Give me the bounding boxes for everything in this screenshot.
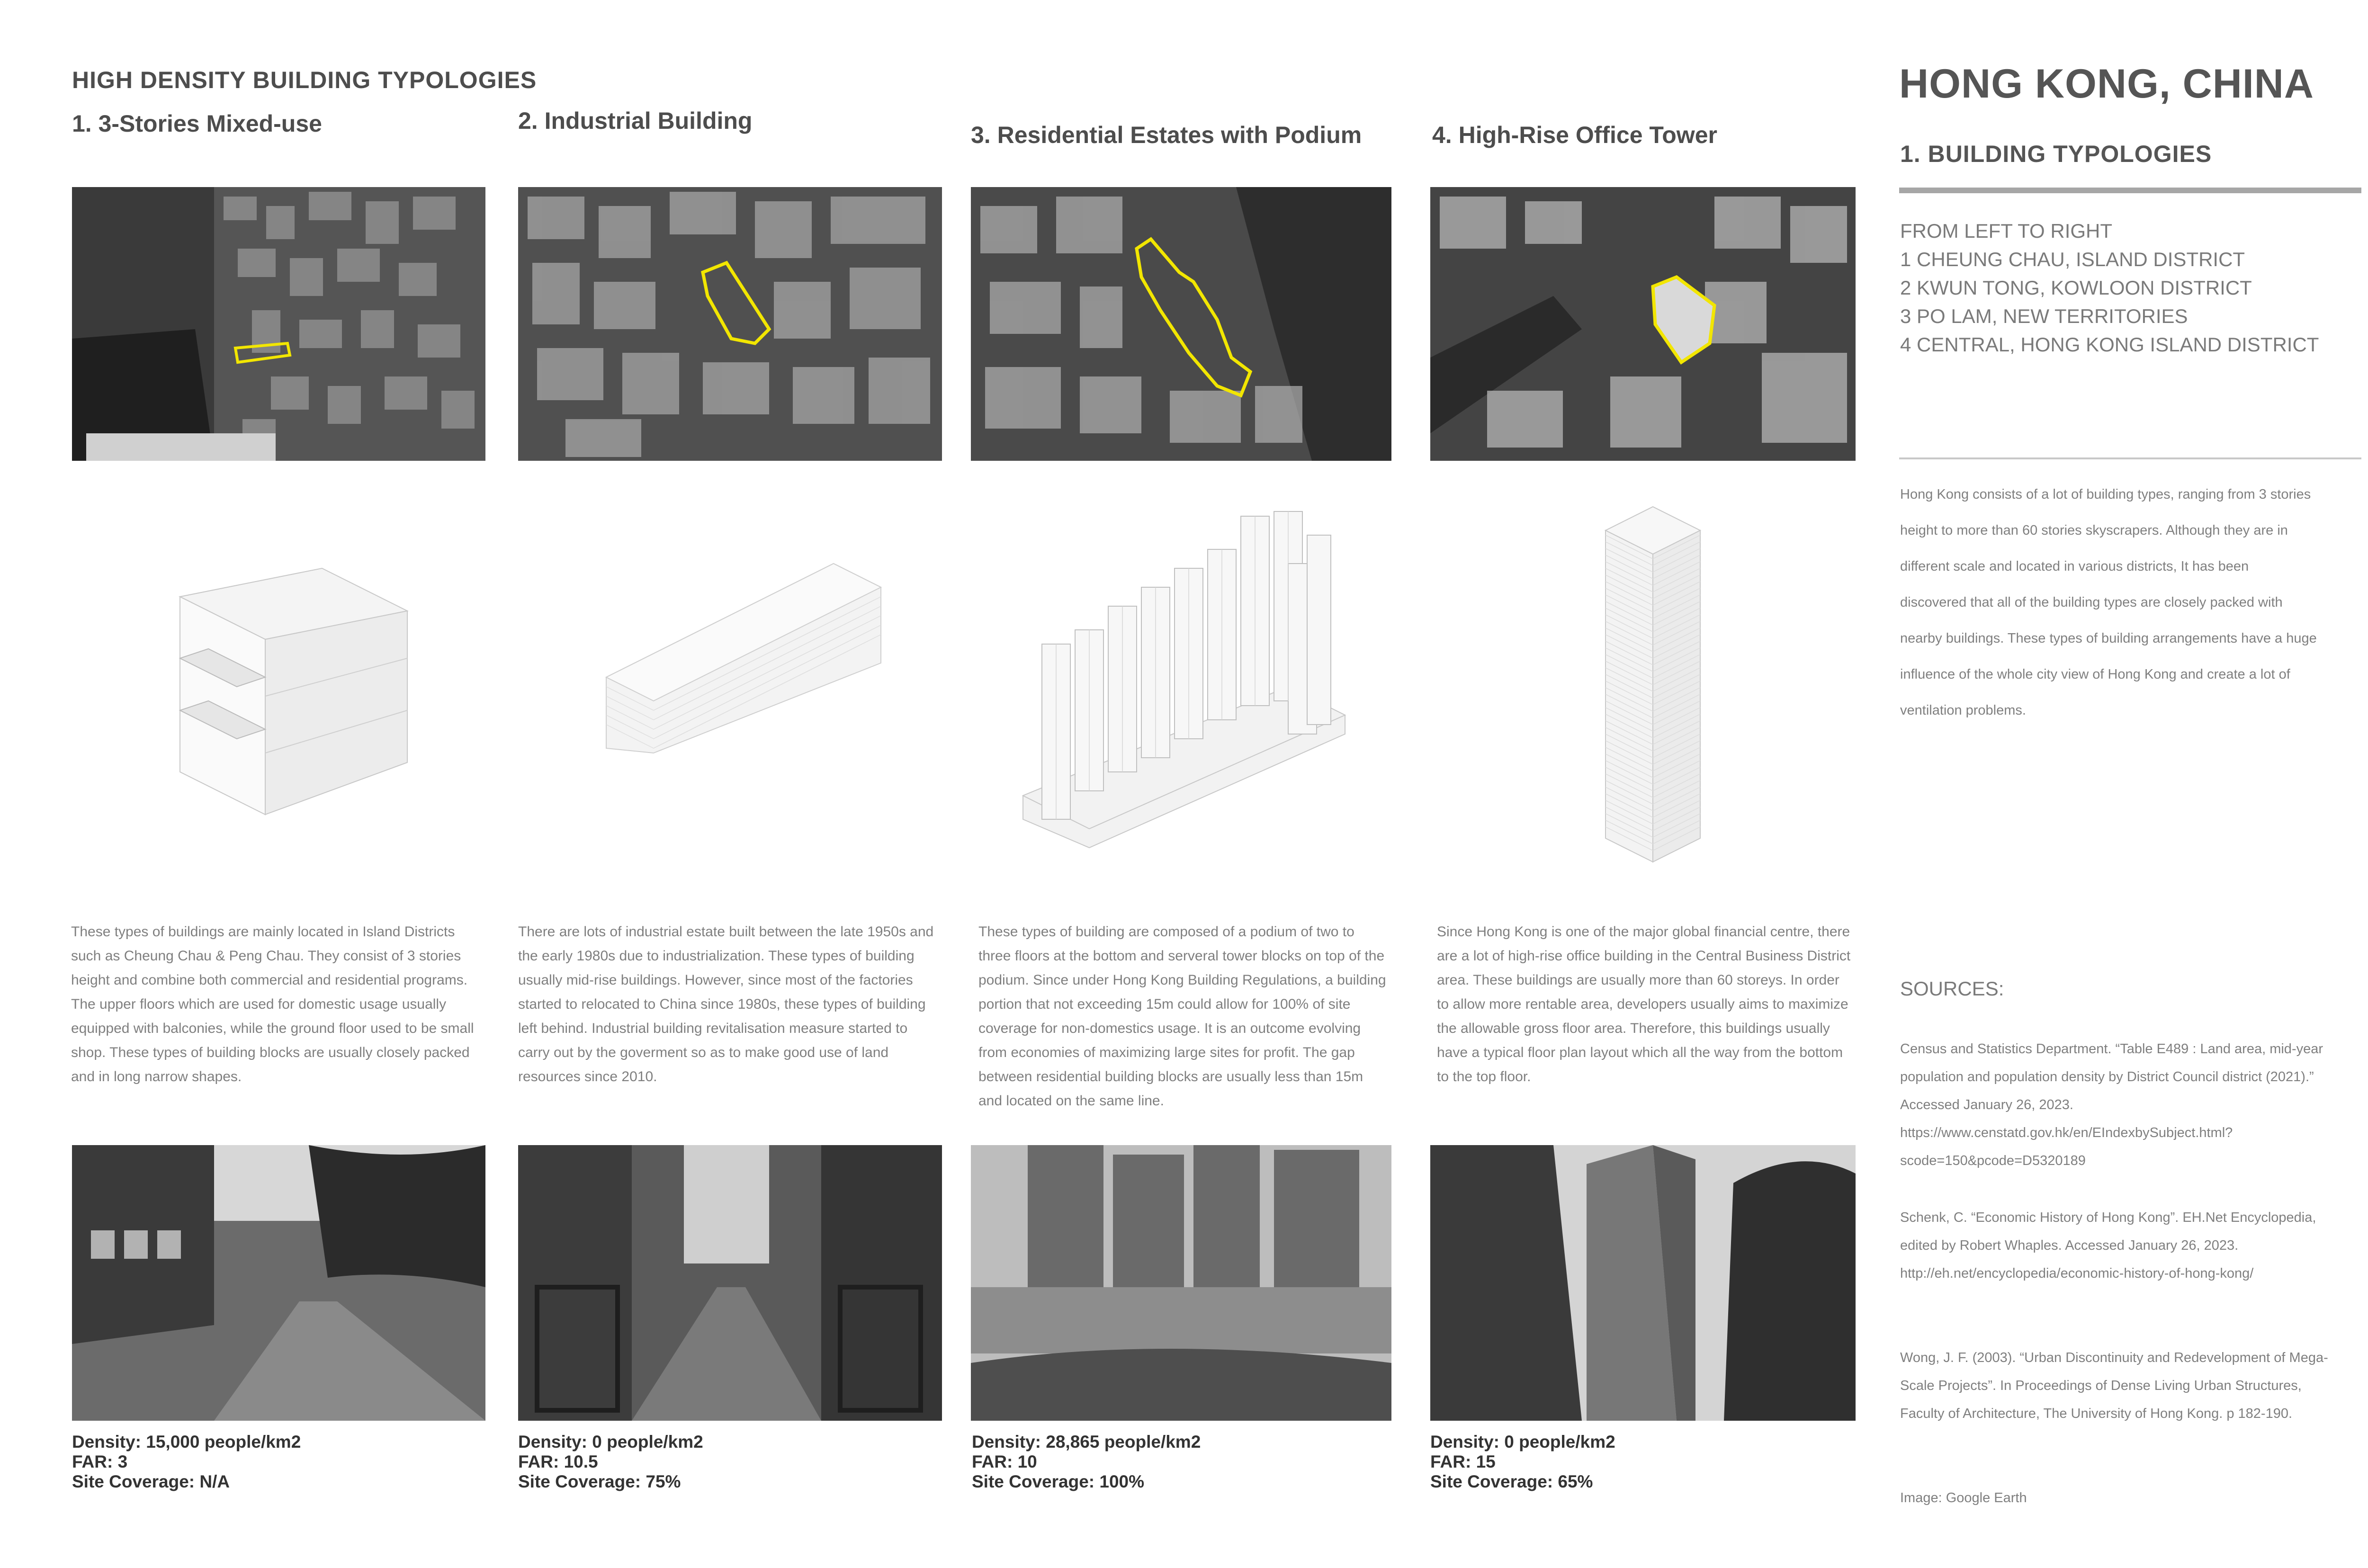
location-item: 4 CENTRAL, HONG KONG ISLAND DISTRICT bbox=[1900, 333, 2319, 356]
typology-1-stats bbox=[72, 1432, 301, 1492]
source-citation: Schenk, C. “Economic History of Hong Kong”. EH.Net Encyclopedia, edited by Robert Whaples. Accessed January 26, 2023. http://eh.net/encyclopedia/economic-history-of-hong-kong/ bbox=[1900, 1210, 2316, 1281]
page-title: HIGH DENSITY BUILDING TYPOLOGIES bbox=[72, 67, 537, 93]
street-photo-cheung-chau bbox=[72, 1145, 485, 1421]
axonometric-mixed-use bbox=[175, 568, 412, 824]
typology-3-stats bbox=[972, 1432, 1201, 1492]
site-coverage-value: Site Coverage: N/A bbox=[72, 1472, 230, 1491]
density-value: Density: 0 people/km2 bbox=[1430, 1432, 1615, 1452]
site-coverage-value: Site Coverage: 75% bbox=[518, 1472, 681, 1491]
axonometric-industrial bbox=[606, 564, 881, 753]
far-value: FAR: 3 bbox=[72, 1452, 128, 1471]
sidebar-title: HONG KONG, CHINA bbox=[1899, 61, 2314, 107]
aerial-photo-kwun-tong bbox=[518, 187, 942, 461]
location-item: 1 CHEUNG CHAU, ISLAND DISTRICT bbox=[1900, 248, 2245, 270]
density-value: Density: 15,000 people/km2 bbox=[72, 1432, 301, 1452]
typology-2-title: 2. Industrial Building bbox=[518, 108, 753, 134]
far-value: FAR: 10.5 bbox=[518, 1452, 598, 1471]
far-value: FAR: 10 bbox=[972, 1452, 1037, 1471]
typology-2-description: There are lots of industrial estate built between the late 1950s and the early 1980s due to industrialization. These types of building usually mid-rise buildings. However, since most of the factories started to relocated to China since 1980s, these types of building left behind. Industrial building revitalisation measure started to carry out by the goverment so as to make good use of land resources since 2010. bbox=[518, 924, 934, 1084]
typology-4-description: Since Hong Kong is one of the major global financial centre, there are a lot of high-rise office building in the Central Business District area. These buildings are usually more than 60 storeys. In order to allow more rentable area, developers usually aims to maximize the allowable gross floor area. Therefore, this buildings usually have a typical floor plan layout which all the way from the bottom to the top floor. bbox=[1437, 924, 1851, 1084]
sources-heading: SOURCES: bbox=[1900, 977, 2004, 1000]
location-item: 2 KWUN TONG, KOWLOON DISTRICT bbox=[1900, 277, 2252, 299]
density-value: Density: 0 people/km2 bbox=[518, 1432, 703, 1452]
axonometric-office-tower bbox=[1601, 507, 1705, 862]
location-list bbox=[1900, 217, 2319, 359]
far-value: FAR: 15 bbox=[1430, 1452, 1496, 1471]
typology-4-stats bbox=[1430, 1432, 1615, 1492]
street-photo-central bbox=[1430, 1145, 1856, 1421]
location-item: 3 PO LAM, NEW TERRITORIES bbox=[1900, 305, 2188, 327]
source-citation: Census and Statistics Department. “Table E489 : Land area, mid-year population and population density by District Council district (2021).” Accessed January 26, 2023. https://www.censtatd.gov.hk/en/EIndexbySubject.html?scode=150&pcode=D5320189 bbox=[1900, 1041, 2323, 1168]
site-coverage-value: Site Coverage: 100% bbox=[972, 1472, 1145, 1491]
street-photo-kwun-tong bbox=[518, 1145, 942, 1421]
divider-thin bbox=[1899, 457, 2361, 459]
divider-thick bbox=[1899, 188, 2361, 193]
typology-1-description: These types of buildings are mainly located in Island Districts such as Cheung Chau & Peng Chau. They consist of 3 stories height and combine both commercial and residential programs. The upper floors which are used for domestic usage usually equipped with balconies, while the ground floor used to be small shop. These types of building blocks are usually closely packed and in long narrow shapes. bbox=[71, 924, 474, 1084]
axonometric-residential-podium bbox=[1023, 507, 1345, 852]
intro-paragraph: Hong Kong consists of a lot of building types, ranging from 3 stories height to more than 60 stories skyscrapers. Although they are in different scale and located in various districts, It has been discovered that all of the building types are closely packed with nearby buildings. These types of building arrangements have a huge influence of the whole city view of Hong Kong and create a lot of ventilation problems. bbox=[1900, 487, 2317, 718]
aerial-photo-central bbox=[1430, 187, 1856, 461]
site-coverage-value: Site Coverage: 65% bbox=[1430, 1472, 1593, 1491]
typology-3-title: 3. Residential Estates with Podium bbox=[971, 122, 1362, 148]
aerial-photo-po-lam bbox=[971, 187, 1391, 461]
density-value: Density: 28,865 people/km2 bbox=[972, 1432, 1201, 1452]
sidebar-subtitle: 1. BUILDING TYPOLOGIES bbox=[1900, 141, 2212, 167]
street-photo-po-lam bbox=[971, 1145, 1391, 1421]
aerial-photo-cheung-chau bbox=[72, 187, 485, 461]
typology-4-title: 4. High-Rise Office Tower bbox=[1432, 122, 1717, 148]
typology-3-description: These types of building are composed of a podium of two to three floors at the bottom and serveral tower blocks on top of the podium. Since under Hong Kong Building Regulations, a building portion that not exceeding 15m could allow for 100% of site coverage for non-domestics usage. It is an outcome evolving from economies of maximizing large sites for profit. The gap between residential building blocks are usually less than 15m and located on the same line. bbox=[978, 924, 1386, 1109]
typology-2-stats bbox=[518, 1432, 703, 1492]
typology-1-title: 1. 3-Stories Mixed-use bbox=[72, 110, 322, 137]
source-citation: Image: Google Earth bbox=[1900, 1490, 2027, 1505]
location-item: FROM LEFT TO RIGHT bbox=[1900, 220, 2113, 242]
source-citation: Wong, J. F. (2003). “Urban Discontinuity and Redevelopment of Mega-Scale Projects”. In Proceedings of Dense Living Urban Structures, Faculty of Architecture, The University of Hong Kong. p 182-190. bbox=[1900, 1350, 2328, 1421]
